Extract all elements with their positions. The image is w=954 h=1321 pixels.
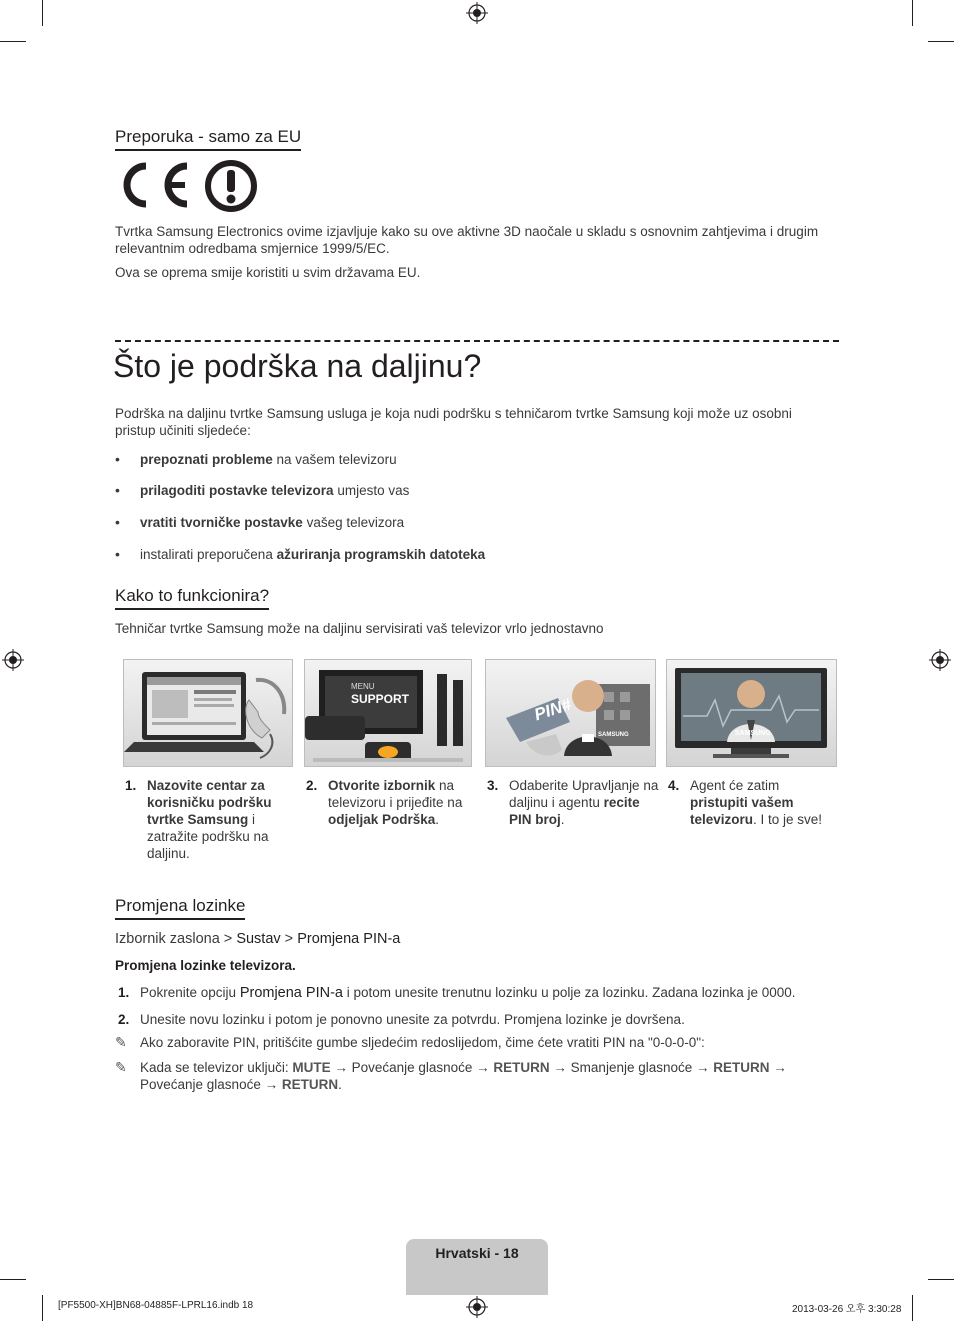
step-4-illustration [666, 659, 837, 767]
bullet-bold: prepoznati probleme [140, 452, 273, 467]
support-label: SUPPORT [351, 692, 410, 706]
step-1-illustration [123, 659, 293, 767]
step-bold: recite PIN broj [509, 795, 640, 827]
menu-path [115, 931, 400, 948]
section-divider [115, 340, 839, 342]
note-text: Kada se televizor uključi: [140, 1060, 293, 1075]
bullet-bold: vratiti tvorničke postavke [140, 515, 303, 530]
step-3-illustration [485, 659, 656, 767]
note-text: → Povećanje glasnoće → [140, 1060, 787, 1092]
bullet-bold: prilagoditi postavke televizora [140, 483, 334, 498]
crop-mark [42, 1295, 43, 1321]
note-text: Ako zaboravite PIN, pritišćite gumbe sljedećim redoslijedom, čime ćete vratiti PIN na "0-0-0-0": [140, 1035, 705, 1050]
step-2-illustration [304, 659, 472, 767]
path-item: Sustav [236, 931, 281, 947]
item-number: 2. [118, 1012, 130, 1027]
crop-mark [912, 1295, 913, 1321]
key-name: MUTE [292, 1060, 331, 1075]
crop-mark [42, 0, 43, 26]
bullet-text: umjesto vas [333, 483, 410, 498]
step-text: . [560, 812, 565, 827]
brand-label: SAMSUNG [735, 730, 771, 737]
step-text: i zatražite podršku na daljinu. [147, 812, 269, 861]
bullet-bold: ažuriranja programskih datoteka [276, 547, 486, 562]
intro-text: Podrška na daljinu tvrtke Samsung usluga je koja nudi podršku s tehničarom tvrtke Samsung koji može uz osobni pristup učiniti sljedeće: [115, 406, 792, 438]
item-number: 1. [118, 985, 130, 1000]
eu-declaration: Tvrtka Samsung Electronics ovime izjavljuje kako su ove aktivne 3D naočale u skladu s osnovnim zahtjevima i drugim relevantnim odredbama smjernice 1999/5/EC. [115, 224, 819, 256]
how-heading: Kako to funkcionira? [115, 586, 269, 610]
crop-mark [0, 41, 26, 42]
pin-heading: Promjena lozinke [115, 896, 245, 920]
bullet-icon: • [115, 482, 120, 498]
note-text: . [338, 1077, 342, 1092]
step-text: Odaberite Upravljanje na daljinu i agentu [509, 778, 659, 810]
item-text: Pokrenite opciju [140, 985, 240, 1000]
step-number: 3. [487, 778, 499, 793]
ce-mark-icon [113, 158, 193, 212]
slug-right: 2013-03-26 오후 3:30:28 [792, 1304, 902, 1315]
registration-mark-icon [466, 2, 488, 24]
step-number: 4. [668, 778, 680, 793]
bullet-icon: • [115, 514, 120, 530]
bullet-icon: • [115, 546, 120, 562]
pencil-note-icon: ✎ [115, 1034, 127, 1050]
slug-left: [PF5500-XH]BN68-04885F-LPRL16.indb 18 [58, 1300, 254, 1311]
alert-mark-icon [204, 159, 258, 213]
step-text: na televizoru i prijeđite na [328, 778, 463, 810]
step-bold: Nazovite centar za korisničku podršku tvrtke Samsung [147, 778, 272, 827]
path-separator: > [280, 931, 298, 947]
step-number: 1. [125, 778, 137, 793]
item-option: Promjena PIN-a [239, 985, 343, 1001]
step-text: . I to je sve! [753, 812, 823, 827]
bullet-text: vašeg televizora [302, 515, 405, 530]
eu-usage-note: Ova se oprema smije koristiti u svim državama EU. [115, 265, 421, 280]
step-number: 2. [306, 778, 318, 793]
registration-mark-icon [929, 649, 951, 671]
path-text: Izbornik zaslona > [115, 931, 237, 947]
brand-label: SAMSUNG [598, 732, 629, 738]
registration-mark-icon [466, 1296, 488, 1318]
crop-mark [928, 41, 954, 42]
note-text: → Povećanje glasnoće → [330, 1060, 494, 1075]
step-bold: pristupiti vašem televizoru [690, 795, 794, 827]
pin-label: PIN# [531, 694, 574, 725]
path-item: Promjena PIN-a [297, 931, 401, 947]
crop-mark [928, 1279, 954, 1280]
pin-subheading: Promjena lozinke televizora. [115, 958, 296, 973]
item-text: Unesite novu lozinku i potom je ponovno unesite za potvrdu. Promjena lozinke je dovršena. [140, 1012, 685, 1027]
pencil-note-icon: ✎ [115, 1059, 127, 1075]
step-text: Agent će zatim [690, 778, 780, 793]
bullet-icon: • [115, 451, 120, 467]
crop-mark [0, 1279, 26, 1280]
bullet-text: instalirati preporučena [140, 547, 277, 562]
key-name: RETURN [281, 1077, 339, 1092]
step-bold: odjeljak Podrška [328, 812, 436, 827]
note-text: → Smanjenje glasnoće → [549, 1060, 714, 1075]
key-name: RETURN [713, 1060, 770, 1075]
page-title: Što je podrška na daljinu? [113, 348, 482, 384]
key-name: RETURN [493, 1060, 550, 1075]
registration-mark-icon [2, 649, 24, 671]
menu-label: MENU [351, 682, 375, 691]
item-text: i potom unesite trenutnu lozinku u polje za lozinku. Zadana lozinka je 0000. [342, 985, 796, 1000]
crop-mark [912, 0, 913, 26]
eu-heading: Preporuka - samo za EU [115, 127, 301, 151]
step-bold: Otvorite izbornik [328, 778, 436, 793]
how-intro: Tehničar tvrtke Samsung može na daljinu servisirati vaš televizor vrlo jednostavno [115, 621, 604, 636]
page-number: Hrvatski - 18 [435, 1245, 519, 1261]
bullet-text: na vašem televizoru [272, 452, 397, 467]
step-text: . [435, 812, 440, 827]
